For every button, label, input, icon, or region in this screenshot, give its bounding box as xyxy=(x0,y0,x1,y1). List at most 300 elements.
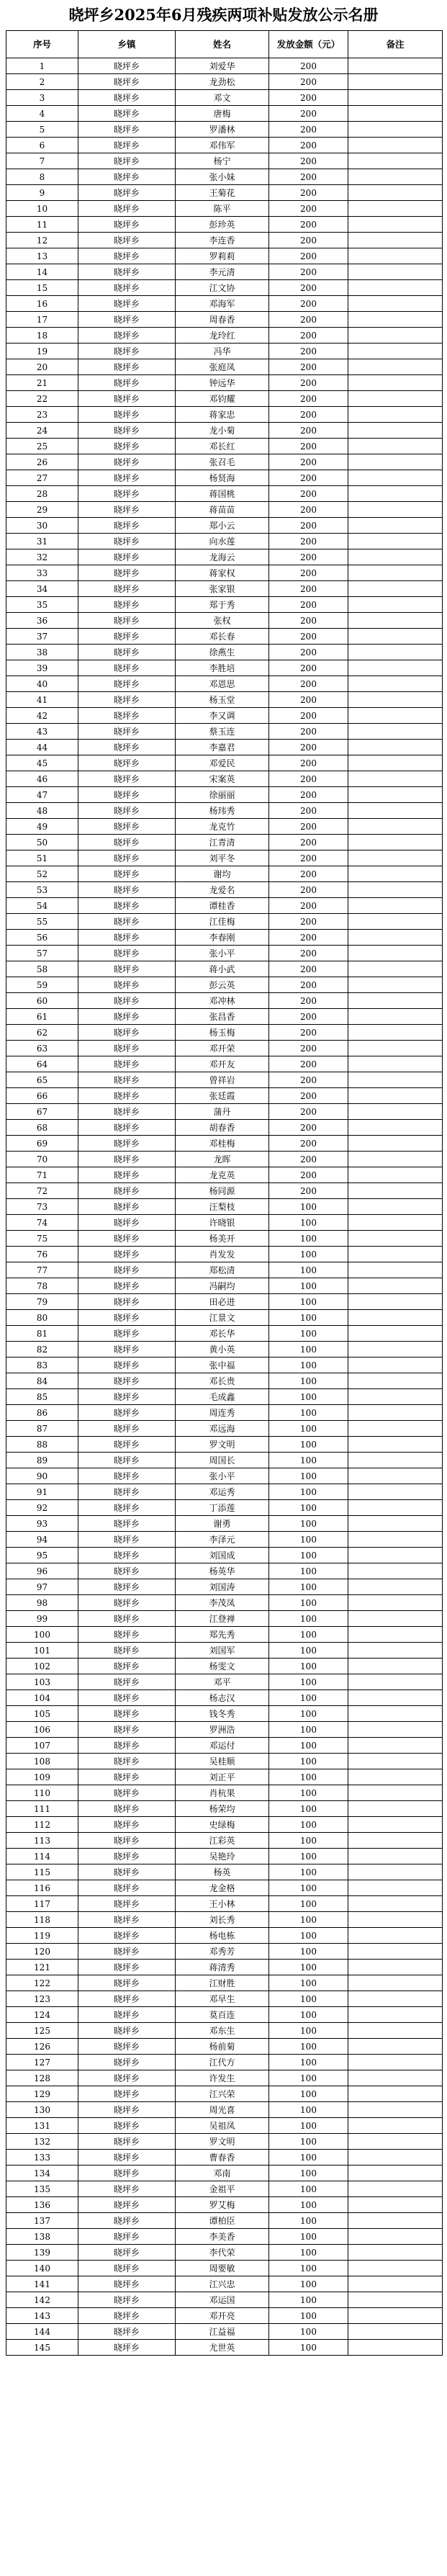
cell-amount: 200 xyxy=(269,708,348,724)
cell-name: 刘平冬 xyxy=(176,851,269,866)
cell-remark xyxy=(348,1152,443,1167)
cell-name: 李连香 xyxy=(176,233,269,248)
cell-name: 江文协 xyxy=(176,280,269,296)
cell-town: 晓坪乡 xyxy=(78,1120,176,1136)
cell-town: 晓坪乡 xyxy=(78,882,176,898)
table-row xyxy=(6,676,443,692)
cell-amount: 200 xyxy=(269,138,348,153)
cell-name: 张中福 xyxy=(176,1357,269,1373)
cell-remark xyxy=(348,1294,443,1310)
cell-name: 金祖平 xyxy=(176,2181,269,2197)
cell-remark xyxy=(348,835,443,851)
cell-amount: 200 xyxy=(269,391,348,407)
cell-remark xyxy=(348,1785,443,1801)
table-row xyxy=(6,1738,443,1754)
cell-name: 邓开亮 xyxy=(176,2308,269,2324)
cell-amount: 100 xyxy=(269,2086,348,2102)
cell-name: 邓秀芳 xyxy=(176,1944,269,1960)
cell-remark xyxy=(348,1484,443,1500)
cell-town: 晓坪乡 xyxy=(78,280,176,296)
table-row xyxy=(6,328,443,344)
table-row xyxy=(6,1468,443,1484)
cell-remark xyxy=(348,201,443,217)
cell-name: 邓伟军 xyxy=(176,138,269,153)
cell-remark xyxy=(348,645,443,660)
cell-remark xyxy=(348,1706,443,1722)
cell-index: 90 xyxy=(6,1468,78,1484)
cell-town: 晓坪乡 xyxy=(78,2213,176,2229)
cell-town: 晓坪乡 xyxy=(78,1960,176,1975)
cell-remark xyxy=(348,2086,443,2102)
cell-name: 汪梨枝 xyxy=(176,1199,269,1215)
cell-remark xyxy=(348,771,443,787)
cell-index: 93 xyxy=(6,1516,78,1532)
cell-remark xyxy=(348,1136,443,1152)
table-row xyxy=(6,1880,443,1896)
cell-remark xyxy=(348,217,443,233)
cell-index: 72 xyxy=(6,1183,78,1199)
cell-name: 杨雯文 xyxy=(176,1659,269,1674)
cell-name: 黄小英 xyxy=(176,1342,269,1357)
cell-town: 晓坪乡 xyxy=(78,423,176,439)
cell-town: 晓坪乡 xyxy=(78,1247,176,1262)
table-row xyxy=(6,1817,443,1833)
table-row xyxy=(6,1944,443,1960)
table-row xyxy=(6,1754,443,1769)
cell-amount: 200 xyxy=(269,549,348,565)
cell-name: 钱冬秀 xyxy=(176,1706,269,1722)
cell-name: 江景文 xyxy=(176,1310,269,1326)
cell-index: 126 xyxy=(6,2039,78,2055)
cell-amount: 100 xyxy=(269,1199,348,1215)
table-row xyxy=(6,1928,443,1944)
table-row xyxy=(6,1357,443,1373)
cell-index: 31 xyxy=(6,534,78,549)
cell-town: 晓坪乡 xyxy=(78,1326,176,1342)
cell-remark xyxy=(348,2118,443,2134)
table-row xyxy=(6,993,443,1009)
cell-name: 郑于秀 xyxy=(176,597,269,613)
table-row xyxy=(6,2070,443,2086)
cell-index: 4 xyxy=(6,106,78,122)
cell-remark xyxy=(348,1769,443,1785)
table-row xyxy=(6,1326,443,1342)
cell-name: 蒋家忠 xyxy=(176,407,269,423)
cell-town: 晓坪乡 xyxy=(78,1754,176,1769)
cell-index: 8 xyxy=(6,169,78,185)
cell-amount: 200 xyxy=(269,819,348,835)
cell-amount: 200 xyxy=(269,1167,348,1183)
cell-name: 蔡玉连 xyxy=(176,724,269,740)
table-row xyxy=(6,2102,443,2118)
cell-town: 晓坪乡 xyxy=(78,185,176,201)
cell-remark xyxy=(348,391,443,407)
table-row xyxy=(6,185,443,201)
cell-amount: 100 xyxy=(269,1833,348,1849)
cell-index: 141 xyxy=(6,2276,78,2292)
cell-index: 78 xyxy=(6,1278,78,1294)
table-row xyxy=(6,2308,443,2324)
cell-remark xyxy=(348,58,443,74)
cell-name: 李胜培 xyxy=(176,660,269,676)
cell-name: 龙小菊 xyxy=(176,423,269,439)
cell-remark xyxy=(348,882,443,898)
cell-remark xyxy=(348,1041,443,1056)
cell-remark xyxy=(348,1516,443,1532)
cell-amount: 200 xyxy=(269,692,348,708)
cell-index: 75 xyxy=(6,1231,78,1247)
table-row xyxy=(6,613,443,629)
cell-town: 晓坪乡 xyxy=(78,2023,176,2039)
cell-town: 晓坪乡 xyxy=(78,2166,176,2181)
cell-remark xyxy=(348,1262,443,1278)
cell-remark xyxy=(348,2340,443,2356)
cell-remark xyxy=(348,2055,443,2070)
cell-index: 109 xyxy=(6,1769,78,1785)
cell-town: 晓坪乡 xyxy=(78,1278,176,1294)
cell-name: 江彩英 xyxy=(176,1833,269,1849)
table-row xyxy=(6,1801,443,1817)
cell-remark xyxy=(348,898,443,914)
cell-index: 73 xyxy=(6,1199,78,1215)
cell-amount: 100 xyxy=(269,1595,348,1611)
table-row xyxy=(6,296,443,312)
cell-town: 晓坪乡 xyxy=(78,1674,176,1690)
cell-amount: 200 xyxy=(269,1136,348,1152)
cell-index: 26 xyxy=(6,454,78,470)
cell-name: 尤世英 xyxy=(176,2340,269,2356)
cell-amount: 200 xyxy=(269,217,348,233)
cell-amount: 100 xyxy=(269,1769,348,1785)
table-row xyxy=(6,1215,443,1231)
cell-amount: 200 xyxy=(269,486,348,502)
cell-town: 晓坪乡 xyxy=(78,106,176,122)
cell-name: 郑小云 xyxy=(176,518,269,534)
cell-town: 晓坪乡 xyxy=(78,1706,176,1722)
cell-name: 邓文 xyxy=(176,90,269,106)
cell-remark xyxy=(348,724,443,740)
cell-town: 晓坪乡 xyxy=(78,1722,176,1738)
cell-name: 刘国军 xyxy=(176,1643,269,1659)
cell-amount: 100 xyxy=(269,1453,348,1468)
cell-town: 晓坪乡 xyxy=(78,2102,176,2118)
cell-name: 王菊花 xyxy=(176,185,269,201)
table-row xyxy=(6,1183,443,1199)
cell-amount: 200 xyxy=(269,185,348,201)
table-row xyxy=(6,407,443,423)
cell-index: 83 xyxy=(6,1357,78,1373)
cell-remark xyxy=(348,280,443,296)
cell-amount: 100 xyxy=(269,2197,348,2213)
cell-name: 龙金格 xyxy=(176,1880,269,1896)
cell-remark xyxy=(348,328,443,344)
table-row xyxy=(6,1674,443,1690)
cell-remark xyxy=(348,1326,443,1342)
cell-town: 晓坪乡 xyxy=(78,2150,176,2166)
cell-amount: 200 xyxy=(269,1056,348,1072)
cell-amount: 200 xyxy=(269,835,348,851)
cell-remark xyxy=(348,2181,443,2197)
cell-remark xyxy=(348,1738,443,1754)
cell-amount: 200 xyxy=(269,470,348,486)
cell-index: 94 xyxy=(6,1532,78,1548)
cell-name: 李元清 xyxy=(176,264,269,280)
cell-index: 82 xyxy=(6,1342,78,1357)
cell-remark xyxy=(348,1817,443,1833)
cell-index: 110 xyxy=(6,1785,78,1801)
cell-name: 杨玮秀 xyxy=(176,803,269,819)
table-row xyxy=(6,1659,443,1674)
cell-remark xyxy=(348,486,443,502)
table-row xyxy=(6,264,443,280)
table-row xyxy=(6,2229,443,2245)
cell-town: 晓坪乡 xyxy=(78,2181,176,2197)
cell-town: 晓坪乡 xyxy=(78,375,176,391)
table-row xyxy=(6,1706,443,1722)
cell-remark xyxy=(348,914,443,930)
cell-remark xyxy=(348,1373,443,1389)
cell-index: 44 xyxy=(6,740,78,755)
cell-name: 彭珍英 xyxy=(176,217,269,233)
cell-amount: 100 xyxy=(269,1231,348,1247)
cell-town: 晓坪乡 xyxy=(78,597,176,613)
cell-remark xyxy=(348,74,443,90)
table-row xyxy=(6,518,443,534)
cell-amount: 200 xyxy=(269,248,348,264)
cell-index: 58 xyxy=(6,961,78,977)
cell-town: 晓坪乡 xyxy=(78,1009,176,1025)
cell-index: 108 xyxy=(6,1754,78,1769)
cell-amount: 100 xyxy=(269,1801,348,1817)
cell-index: 29 xyxy=(6,502,78,518)
cell-name: 邓远海 xyxy=(176,1421,269,1437)
cell-index: 66 xyxy=(6,1088,78,1104)
cell-name: 丁添莲 xyxy=(176,1500,269,1516)
table-row xyxy=(6,1342,443,1357)
cell-town: 晓坪乡 xyxy=(78,153,176,169)
cell-name: 龙晖 xyxy=(176,1152,269,1167)
table-row xyxy=(6,106,443,122)
table-row xyxy=(6,1072,443,1088)
table-row xyxy=(6,930,443,946)
cell-amount: 200 xyxy=(269,961,348,977)
cell-remark xyxy=(348,2245,443,2261)
cell-town: 晓坪乡 xyxy=(78,1310,176,1326)
cell-amount: 200 xyxy=(269,169,348,185)
cell-town: 晓坪乡 xyxy=(78,534,176,549)
cell-amount: 200 xyxy=(269,771,348,787)
cell-remark xyxy=(348,819,443,835)
cell-index: 55 xyxy=(6,914,78,930)
table-row xyxy=(6,755,443,771)
cell-town: 晓坪乡 xyxy=(78,1152,176,1167)
cell-town: 晓坪乡 xyxy=(78,1484,176,1500)
cell-name: 肖发发 xyxy=(176,1247,269,1262)
header-amount: 发放金额（元） xyxy=(269,31,348,58)
cell-name: 张庭凤 xyxy=(176,359,269,375)
cell-amount: 200 xyxy=(269,296,348,312)
cell-amount: 200 xyxy=(269,1183,348,1199)
cell-name: 刘长秀 xyxy=(176,1912,269,1928)
cell-name: 蒋清秀 xyxy=(176,1960,269,1975)
cell-amount: 100 xyxy=(269,1405,348,1421)
cell-remark xyxy=(348,169,443,185)
cell-town: 晓坪乡 xyxy=(78,1769,176,1785)
cell-town: 晓坪乡 xyxy=(78,248,176,264)
cell-town: 晓坪乡 xyxy=(78,2039,176,2055)
table-row xyxy=(6,803,443,819)
cell-name: 李泽元 xyxy=(176,1532,269,1548)
cell-name: 钟远华 xyxy=(176,375,269,391)
cell-town: 晓坪乡 xyxy=(78,1864,176,1880)
cell-amount: 100 xyxy=(269,1738,348,1754)
table-row xyxy=(6,1849,443,1864)
cell-name: 龙爱名 xyxy=(176,882,269,898)
cell-name: 杨英 xyxy=(176,1864,269,1880)
cell-town: 晓坪乡 xyxy=(78,660,176,676)
cell-index: 103 xyxy=(6,1674,78,1690)
cell-amount: 200 xyxy=(269,344,348,359)
cell-remark xyxy=(348,2276,443,2292)
cell-amount: 200 xyxy=(269,993,348,1009)
cell-amount: 200 xyxy=(269,423,348,439)
cell-name: 郑松清 xyxy=(176,1262,269,1278)
cell-index: 104 xyxy=(6,1690,78,1706)
cell-town: 晓坪乡 xyxy=(78,1849,176,1864)
cell-town: 晓坪乡 xyxy=(78,2324,176,2340)
cell-amount: 200 xyxy=(269,629,348,645)
cell-amount: 200 xyxy=(269,866,348,882)
cell-index: 57 xyxy=(6,946,78,961)
cell-name: 刘正平 xyxy=(176,1769,269,1785)
cell-name: 蒲丹 xyxy=(176,1104,269,1120)
cell-name: 冯华 xyxy=(176,344,269,359)
cell-index: 2 xyxy=(6,74,78,90)
table-row xyxy=(6,1516,443,1532)
cell-town: 晓坪乡 xyxy=(78,565,176,581)
cell-amount: 200 xyxy=(269,565,348,581)
cell-remark xyxy=(348,312,443,328)
cell-amount: 200 xyxy=(269,597,348,613)
cell-amount: 100 xyxy=(269,1373,348,1389)
table-row xyxy=(6,58,443,74)
table-row xyxy=(6,1310,443,1326)
table-header-row xyxy=(6,31,443,58)
cell-amount: 100 xyxy=(269,1817,348,1833)
cell-town: 晓坪乡 xyxy=(78,344,176,359)
cell-remark xyxy=(348,803,443,819)
cell-remark xyxy=(348,1342,443,1357)
cell-town: 晓坪乡 xyxy=(78,74,176,90)
cell-town: 晓坪乡 xyxy=(78,1896,176,1912)
table-row xyxy=(6,2197,443,2213)
cell-index: 37 xyxy=(6,629,78,645)
cell-amount: 200 xyxy=(269,312,348,328)
table-row xyxy=(6,2086,443,2102)
cell-amount: 200 xyxy=(269,882,348,898)
table-row xyxy=(6,486,443,502)
table-row xyxy=(6,692,443,708)
cell-remark xyxy=(348,851,443,866)
cell-remark xyxy=(348,2150,443,2166)
table-row xyxy=(6,1864,443,1880)
cell-amount: 100 xyxy=(269,1437,348,1453)
cell-remark xyxy=(348,1722,443,1738)
cell-town: 晓坪乡 xyxy=(78,676,176,692)
cell-name: 张家银 xyxy=(176,581,269,597)
cell-remark xyxy=(348,1231,443,1247)
cell-town: 晓坪乡 xyxy=(78,1262,176,1278)
cell-index: 45 xyxy=(6,755,78,771)
table-row xyxy=(6,233,443,248)
cell-name: 龙玲红 xyxy=(176,328,269,344)
cell-index: 125 xyxy=(6,2023,78,2039)
cell-index: 144 xyxy=(6,2324,78,2340)
cell-amount: 200 xyxy=(269,502,348,518)
cell-remark xyxy=(348,2007,443,2023)
cell-index: 14 xyxy=(6,264,78,280)
cell-town: 晓坪乡 xyxy=(78,1389,176,1405)
cell-name: 杨玉梅 xyxy=(176,1025,269,1041)
cell-index: 5 xyxy=(6,122,78,138)
cell-amount: 100 xyxy=(269,2118,348,2134)
table-row xyxy=(6,344,443,359)
cell-remark xyxy=(348,2070,443,2086)
cell-index: 6 xyxy=(6,138,78,153)
cell-index: 97 xyxy=(6,1579,78,1595)
cell-index: 18 xyxy=(6,328,78,344)
cell-town: 晓坪乡 xyxy=(78,217,176,233)
cell-index: 59 xyxy=(6,977,78,993)
cell-index: 71 xyxy=(6,1167,78,1183)
cell-remark xyxy=(348,1247,443,1262)
cell-name: 陈平 xyxy=(176,201,269,217)
cell-index: 80 xyxy=(6,1310,78,1326)
cell-index: 128 xyxy=(6,2070,78,2086)
cell-index: 106 xyxy=(6,1722,78,1738)
cell-town: 晓坪乡 xyxy=(78,470,176,486)
cell-amount: 100 xyxy=(269,2213,348,2229)
cell-town: 晓坪乡 xyxy=(78,1579,176,1595)
cell-amount: 100 xyxy=(269,1912,348,1928)
cell-remark xyxy=(348,1532,443,1548)
cell-name: 杨玉堂 xyxy=(176,692,269,708)
table-row xyxy=(6,2055,443,2070)
cell-amount: 200 xyxy=(269,660,348,676)
cell-name: 杨宁 xyxy=(176,153,269,169)
cell-amount: 200 xyxy=(269,153,348,169)
cell-name: 李代荣 xyxy=(176,2245,269,2261)
cell-town: 晓坪乡 xyxy=(78,169,176,185)
cell-amount: 100 xyxy=(269,1785,348,1801)
cell-town: 晓坪乡 xyxy=(78,1468,176,1484)
table-row xyxy=(6,1896,443,1912)
cell-remark xyxy=(348,1056,443,1072)
cell-remark xyxy=(348,866,443,882)
cell-name: 蒋国桃 xyxy=(176,486,269,502)
cell-amount: 200 xyxy=(269,930,348,946)
cell-name: 邓长春 xyxy=(176,629,269,645)
cell-remark xyxy=(348,2308,443,2324)
cell-index: 40 xyxy=(6,676,78,692)
cell-name: 谢均 xyxy=(176,866,269,882)
cell-remark xyxy=(348,90,443,106)
cell-remark xyxy=(348,1215,443,1231)
table-row xyxy=(6,74,443,90)
cell-remark xyxy=(348,470,443,486)
cell-amount: 100 xyxy=(269,2134,348,2150)
cell-town: 晓坪乡 xyxy=(78,2245,176,2261)
